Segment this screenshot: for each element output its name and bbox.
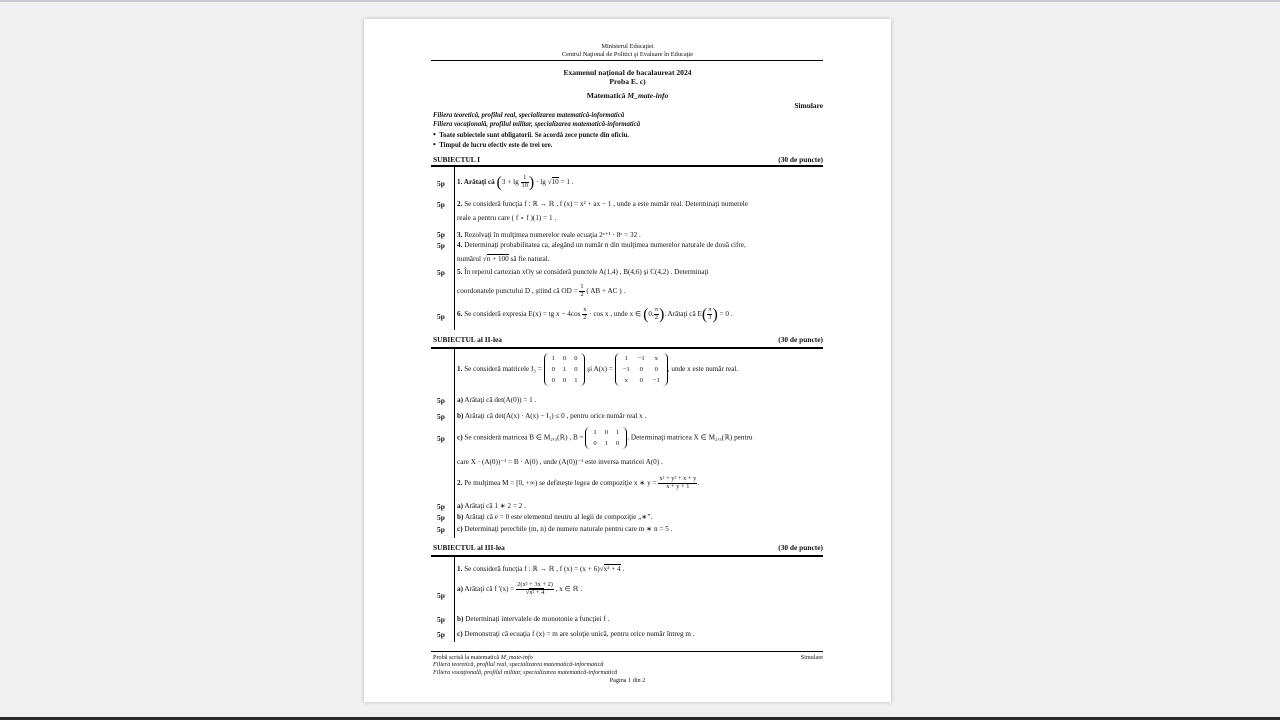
s1-q4-points: 5p: [437, 241, 445, 250]
s3-c-points: 5p: [437, 630, 445, 639]
s2-c2-points: 5p: [437, 525, 445, 534]
instruction-bullet-2: • Timpul de lucru efectiv este de trei ore.: [433, 140, 553, 149]
footer-line-1: Probă scrisă la matematică M_mate-info: [433, 654, 533, 661]
matrix-cell: x: [654, 355, 658, 362]
matrix-cell: x: [624, 377, 628, 384]
ministry-name: Ministerul Educaţiei: [601, 43, 654, 50]
s1-q5-line1: 5. În reperul cartezian xOy se consideră punctele A(1,4) , B(4,6) şi C(4,2) . Determinaţi: [457, 268, 709, 276]
section-2-divider: [454, 349, 455, 538]
simulare-label: Simulare: [794, 101, 823, 110]
footer-page-number: Pagina 1 din 2: [609, 677, 646, 684]
exam-title: Examenul naţional de bacalaureat 2024: [563, 68, 692, 77]
s2-a2-points: 5p: [437, 502, 445, 511]
s3-a: a) Arătaţi că f ′(x) = $\frac{\text{2(x² + 3x + 2)}}{\text{√x² + 4}}$ , x ∈ ℝ .: [457, 581, 583, 596]
matrix-cell: 1: [616, 429, 620, 436]
matrix-cell: 0: [574, 355, 578, 362]
section-1-points: (30 de puncte): [778, 155, 823, 164]
matrix-cell: 1: [593, 429, 597, 436]
s1-q5-line2: coordonatele punctului D , ştiind că OD = $\frac{1}{2}$ ( AB + AC ) .: [457, 283, 626, 298]
s1-q4-line1: 4. Determinaţi probabilitatea ca, alegând un număr n din mulţimea numerelor naturale de două cifre,: [457, 241, 746, 249]
filiera-1: Filiera teoretică, profilul real, specializarea matematică-informatică: [433, 112, 625, 119]
matrix-cell: 1: [551, 355, 555, 362]
section-2-points: (30 de puncte): [778, 335, 823, 344]
matrix-cell: 0: [616, 440, 620, 447]
s1-q2-line2: reale a pentru care ( f ∘ f )(1) = 1 .: [457, 214, 557, 222]
section-3-divider: [454, 557, 455, 642]
matrix-cell: 0: [574, 366, 578, 373]
s1-q1: 1. Arătaţi că (3 + lg $\frac{1}{10}$ ) · lg √10 = 1 .: [457, 173, 574, 191]
s2-c-points: 5p: [437, 434, 445, 443]
exam-subject: [364, 91, 891, 100]
section-2-title: SUBIECTUL al II-lea: [433, 335, 502, 344]
matrix-cell: 1: [604, 440, 608, 447]
matrix-cell: 0: [551, 366, 555, 373]
section-3-title: SUBIECTUL al III-lea: [433, 543, 505, 552]
s2-a2: a) Arătaţi că 1 ∗ 2 = 2 .: [457, 502, 526, 510]
s2-c2: c) Determinaţi perechile (m, n) de numere naturale pentru care m ∗ n = 5 .: [457, 525, 673, 533]
matrix-cell: 0: [562, 377, 567, 384]
footer-simulare: Simulare: [800, 654, 823, 661]
matrix-cell: 0: [639, 366, 643, 373]
s1-q3-points: 5p: [437, 230, 445, 239]
filiera-2: Filiera vocaţională, profilul militar, specializarea matematică-informatică: [433, 121, 641, 128]
s2-b-points: 5p: [437, 412, 445, 421]
matrix-cell: 0: [593, 440, 597, 447]
matrix-cell: 0: [551, 377, 555, 384]
s1-q1-points: 5p: [437, 179, 445, 188]
matrix-B: [585, 427, 627, 449]
subject-track: M_mate-info: [627, 91, 669, 100]
instruction-bullet-1: • Toate subiectele sunt obligatorii. Se acordă zece puncte din oficiu.: [433, 130, 630, 139]
s2-a: a) Arătaţi că det(A(0)) = 1 .: [457, 396, 537, 404]
s2-p1: 1. Se consideră matricele I₃ = 1 0 0 0 1 0 0 0 1 şi A(x) = 1 −1 x −1 0 0 x 0 −1 , unde x este număr real.: [457, 355, 739, 384]
s1-q6: 6. Se consideră expresia E(x) = tg x − 4cos $\frac{x}{2}$ · cos x , unde x ∈ (0, $\frac{\pi}{2}$ ). Arătaţi că E( $\frac{\pi}{3}$ ) = 0 .: [457, 305, 733, 323]
matrix-cell: 1: [562, 366, 567, 373]
exam-page: [364, 19, 891, 702]
matrix-cell: 0: [562, 355, 567, 362]
matrix-cell: 0: [639, 377, 643, 384]
s2-b: b) Arătaţi că det(A(x) · A(x) − I₃) ≤ 0 , pentru orice număr real x .: [457, 412, 647, 420]
s1-q4-line2: numărul √n + 100 să fie natural.: [457, 255, 550, 263]
matrix-cell: 0: [604, 429, 608, 436]
s3-c: c) Demonstraţi că ecuaţia f (x) = m are soluţie unică, pentru orice număr întreg m .: [457, 630, 695, 638]
s2-a-points: 5p: [437, 396, 445, 405]
s2-c-line1: c) Se consideră matricea B ∈ M₂,₃(ℝ) , B = 1 0 1 0 1 0 . Determinaţi matricea X ∈ M₂,₃(ℝ) pentru: [457, 429, 753, 447]
section-2-rule: [431, 347, 823, 349]
s3-b: b) Determinaţi intervalele de monotonie a funcţiei f .: [457, 615, 610, 623]
section-1-rule: [431, 165, 823, 167]
matrix-cell: 1: [624, 355, 628, 362]
s1-q2-points: 5p: [437, 200, 445, 209]
s1-q2-line1: 2. Se consideră funcţia f : ℝ → ℝ , f (x) = x² + ax − 1 , unde a este număr real. Determinaţi numerele: [457, 200, 748, 208]
s2-c-line2: care X · (A(0))⁻¹ = B · A(0) , unde (A(0))⁻¹ este inversa matricei A(0) .: [457, 458, 663, 466]
section-3-points: (30 de puncte): [778, 543, 823, 552]
section-1-divider: [454, 167, 455, 330]
header-rule: [431, 60, 823, 61]
footer-line-2: Filiera teoretică, profilul real, specializarea matematică-informatică: [433, 661, 604, 668]
s2-p2: 2. Pe mulţimea M = [0, +∞) se defineşte legea de compoziţie x ∗ y = $\frac{\text{x² + y² + x + y}}{x + y + 1}$ .: [457, 475, 700, 490]
matrix-I3: [544, 353, 586, 386]
section-3-rule: [431, 555, 823, 557]
matrix-cell: 1: [574, 377, 578, 384]
exam-proba: Proba E. c): [609, 77, 646, 86]
s3-a-points: 5p: [437, 591, 445, 600]
center-name: Centrul Naţional de Politici şi Evaluare în Educaţie: [561, 51, 694, 58]
matrix-Ax: [615, 353, 668, 386]
matrix-cell: −1: [652, 377, 660, 384]
s1-q3: 3. Rezolvaţi în mulţimea numerelor reale ecuaţia 2ˣ⁺¹ · 8ˣ = 32 .: [457, 231, 641, 239]
s1-q6-points: 5p: [437, 312, 445, 321]
footer-line-3: Filiera vocaţională, profilul militar, specializarea matematică-informatică: [433, 669, 618, 676]
s3-b-points: 5p: [437, 615, 445, 624]
matrix-cell: −1: [637, 355, 645, 362]
s2-b2-points: 5p: [437, 513, 445, 522]
s3-p1: 1. Se consideră funcţia f : ℝ → ℝ , f (x) = (x + 6)√x² + 4 .: [457, 565, 625, 573]
subject-prefix: Matematică: [586, 91, 626, 100]
matrix-cell: −1: [622, 366, 630, 373]
footer-rule: [431, 651, 823, 652]
section-1-title: SUBIECTUL I: [433, 155, 481, 164]
top-border: [0, 0, 1280, 2]
s1-q5-points: 5p: [437, 268, 445, 277]
s2-b2: b) Arătaţi că e = 0 este elementul neutru al legii de compoziţie „∗”.: [457, 513, 653, 521]
matrix-cell: 0: [654, 366, 658, 373]
